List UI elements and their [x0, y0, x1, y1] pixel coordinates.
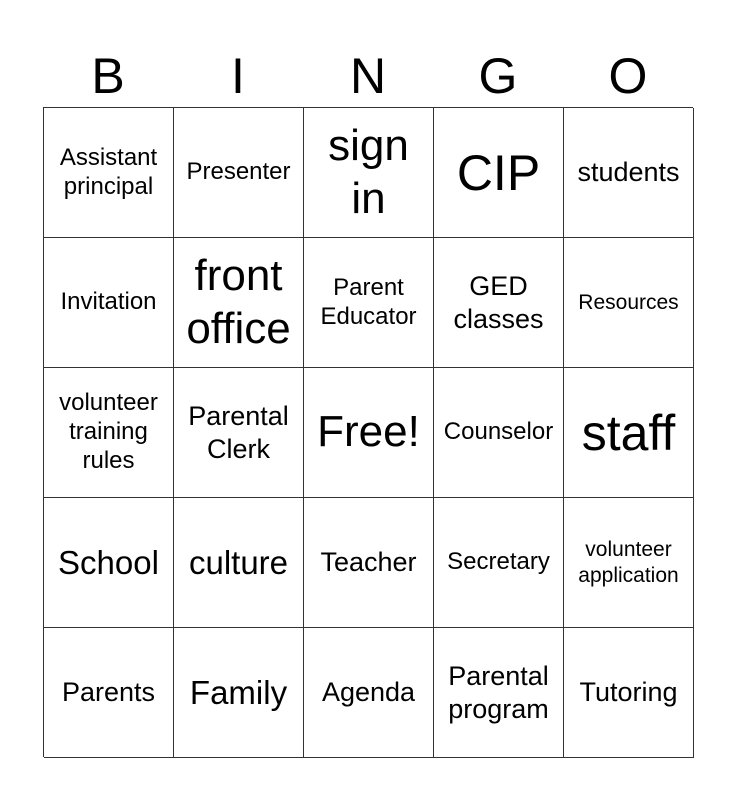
bingo-board — [43, 107, 693, 757]
bingo-cell-r5c3[interactable] — [304, 628, 434, 758]
cell-label: CIP — [456, 144, 541, 201]
bingo-cell-r4c2[interactable] — [174, 498, 304, 628]
cell-label: sign in — [328, 120, 409, 223]
bingo-cell-r3c1[interactable] — [44, 368, 174, 498]
bingo-cell-r5c4[interactable] — [434, 628, 564, 758]
bingo-cell-r5c1[interactable] — [44, 628, 174, 758]
cell-label: Parents — [61, 677, 156, 708]
cell-label: Tutoring — [579, 677, 678, 708]
bingo-cell-r4c3[interactable] — [304, 498, 434, 628]
cell-label: Assistant principal — [59, 143, 158, 200]
free-space-label: Free! — [317, 407, 420, 457]
cell-label: Presenter — [186, 158, 291, 186]
cell-label: Resources — [578, 290, 679, 314]
cell-label: Teacher — [320, 547, 417, 578]
cell-label: culture — [188, 543, 289, 581]
bingo-cell-r2c2[interactable] — [174, 238, 304, 368]
bingo-cell-r3c4[interactable] — [434, 368, 564, 498]
cell-label: Secretary — [447, 548, 550, 576]
cell-label: School — [58, 543, 159, 581]
cell-label: staff — [581, 404, 676, 461]
cell-label: volunteer training rules — [59, 389, 158, 474]
header-letter-b: B — [91, 48, 125, 104]
bingo-cell-r1c3[interactable] — [304, 108, 434, 238]
cell-label: front office — [186, 250, 291, 353]
bingo-cell-r1c1[interactable] — [44, 108, 174, 238]
bingo-cell-r3c3 free-space[interactable] — [304, 368, 434, 498]
bingo-cell-r2c5[interactable] — [564, 238, 694, 368]
header-letter-o: O — [608, 48, 648, 104]
bingo-cell-r4c5[interactable] — [564, 498, 694, 628]
cell-label: Invitation — [60, 288, 157, 316]
bingo-cell-r4c4[interactable] — [434, 498, 564, 628]
cell-label: students — [577, 157, 680, 188]
bingo-cell-r5c5[interactable] — [564, 628, 694, 758]
cell-label: Agenda — [321, 677, 416, 708]
bingo-cell-r2c3[interactable] — [304, 238, 434, 368]
cell-label: Parental program — [448, 661, 549, 724]
bingo-cell-r3c2[interactable] — [174, 368, 304, 498]
bingo-cell-r1c2[interactable] — [174, 108, 304, 238]
header-letter-g: G — [478, 48, 518, 104]
header-letter-i: I — [231, 48, 245, 104]
cell-label: Parental Clerk — [188, 401, 289, 464]
cell-label: Family — [189, 673, 288, 711]
bingo-cell-r3c5[interactable] — [564, 368, 694, 498]
bingo-header — [43, 48, 693, 104]
cell-label: Counselor — [443, 418, 554, 446]
header-letter-n: N — [349, 48, 387, 104]
bingo-cell-r2c4[interactable] — [434, 238, 564, 368]
bingo-cell-r1c4[interactable] — [434, 108, 564, 238]
cell-label: volunteer application — [578, 538, 679, 587]
bingo-cell-r2c1[interactable] — [44, 238, 174, 368]
bingo-cell-r1c5[interactable] — [564, 108, 694, 238]
bingo-cell-r5c2[interactable] — [174, 628, 304, 758]
cell-label: Parent Educator — [320, 273, 417, 330]
cell-label: GED classes — [453, 271, 544, 334]
bingo-cell-r4c1[interactable] — [44, 498, 174, 628]
